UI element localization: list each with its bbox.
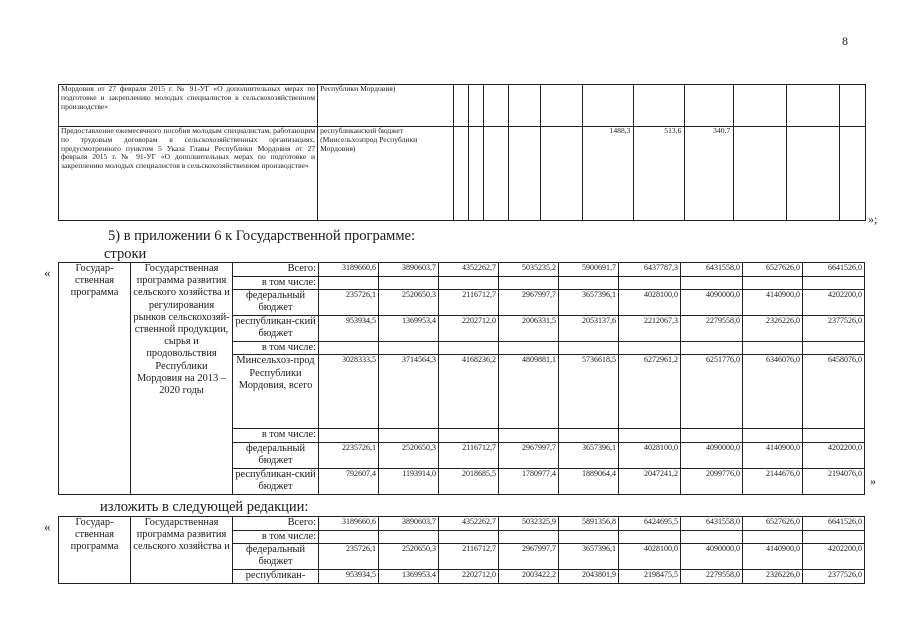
- cell-value: 5736618,5: [559, 355, 619, 429]
- cell-value: 953934,5: [319, 570, 379, 584]
- cell-value: 6641526,0: [803, 263, 865, 277]
- row-label: республикан-: [233, 570, 319, 584]
- top-row1-source: Республики Мордовия): [318, 85, 454, 127]
- cell-value: 2116712,7: [439, 442, 499, 468]
- cell-value: 6458076,0: [803, 355, 865, 429]
- top-row2-source: республиканский бюджет (Минсельхозпрод Республики Мордовия): [318, 127, 454, 221]
- cell-value: 2099776,0: [681, 468, 743, 494]
- cell-value: 4090000,0: [681, 442, 743, 468]
- open-quote: «: [44, 265, 51, 280]
- cell-value: 2194076,0: [803, 468, 865, 494]
- cell-value: 4140900,0: [743, 442, 803, 468]
- new-program-table: [58, 516, 865, 584]
- row-label: в том числе:: [233, 429, 319, 442]
- row-label: Минсельхоз-прод Республики Мордовия, всего: [233, 355, 319, 429]
- cell-value: 6527626,0: [743, 263, 803, 277]
- cell-value: 2202712,0: [439, 570, 499, 584]
- close-quote: »: [870, 474, 876, 488]
- cell-value: 2116712,7: [439, 290, 499, 316]
- cell-value: 4090000,0: [681, 290, 743, 316]
- cell-value: 3657396,1: [559, 442, 619, 468]
- cell-value: 2326226,0: [743, 570, 803, 584]
- cell-value: 1889064,4: [559, 468, 619, 494]
- cell-value: 2202712,0: [439, 316, 499, 342]
- cell-value: 3714564,3: [379, 355, 439, 429]
- cell-value: 4352262,7: [439, 263, 499, 277]
- cell-value: 6431558,0: [681, 517, 743, 531]
- cell-value: 6272961,2: [619, 355, 681, 429]
- izlozhit-label: изложить в следующей редакции:: [100, 499, 309, 515]
- row-label: республикан-ский бюджет: [233, 316, 319, 342]
- closing-quote-top: »;: [868, 212, 878, 226]
- cell-value: 2053137,6: [559, 316, 619, 342]
- cell-value: 4028100,0: [619, 290, 681, 316]
- cell-value: 2279558,0: [681, 316, 743, 342]
- cell-value: 2967997,7: [499, 290, 559, 316]
- cell-value: 1369953,4: [379, 570, 439, 584]
- cell-value: 2047241,2: [619, 468, 681, 494]
- cell-value: 2198475,5: [619, 570, 681, 584]
- cell-value: 4028100,0: [619, 544, 681, 570]
- cell-value: 3028333,5: [319, 355, 379, 429]
- cell-value: 6431558,0: [681, 263, 743, 277]
- cell-value: 3657396,1: [559, 544, 619, 570]
- row-label: федеральный бюджет: [233, 544, 319, 570]
- cell-value: 792607,4: [319, 468, 379, 494]
- cell-value: 6346076,0: [743, 355, 803, 429]
- cell-value: 2006331,5: [499, 316, 559, 342]
- cell-value: 1780977,4: [499, 468, 559, 494]
- cell-value: 235726,1: [319, 290, 379, 316]
- cell-value: 4202200,0: [803, 544, 865, 570]
- top-row2-text: Предоставление ежемесячного пособия молодым специалистам, работающим по трудовым договорам в сельскохозяйственных организациях, предусмотренного пунктом 5 Указа Главы Республики Мордовия от 27 февраля 2015 г. № 91-УГ «О дополнительных мерах по подготовке и закреплению молодых специалистов в сельскохозяйственном производстве»: [59, 127, 318, 221]
- cell-value: 6527626,0: [743, 517, 803, 531]
- cell-value: 4202200,0: [803, 290, 865, 316]
- row-label: в том числе:: [233, 531, 319, 544]
- row-label: федеральный бюджет: [233, 290, 319, 316]
- cell-value: 2043801,9: [559, 570, 619, 584]
- stroki-label: строки: [104, 246, 147, 262]
- new-col1: Государ-ственная программа: [59, 517, 131, 584]
- cell-value: 3189660,6: [319, 263, 379, 277]
- top-row2-value: 1488,3: [583, 127, 634, 221]
- cell-value: 2144676,0: [743, 468, 803, 494]
- cell-value: 3189660,6: [319, 517, 379, 531]
- cell-value: 4140900,0: [743, 544, 803, 570]
- cell-value: 6251776,0: [681, 355, 743, 429]
- old-col2: Государственная программа развития сельского хозяйства и регулирования рынков сельскохозяй-ственной продукции, сырья и продовольствия Республики Мордовия на 2013 – 2020 годы: [131, 263, 233, 495]
- cell-value: 6641526,0: [803, 517, 865, 531]
- section-heading: 5) в приложении 6 к Государственной программе:: [108, 228, 415, 244]
- top-continuation-table: [58, 84, 866, 221]
- top-row2-value: 340,7: [685, 127, 734, 221]
- cell-value: 2003422,2: [499, 570, 559, 584]
- cell-value: 5891356,8: [559, 517, 619, 531]
- cell-value: 953934,5: [319, 316, 379, 342]
- page-number: 8: [842, 34, 848, 48]
- cell-value: 1193914,0: [379, 468, 439, 494]
- cell-value: 2235726,1: [319, 442, 379, 468]
- cell-value: 2967997,7: [499, 442, 559, 468]
- cell-value: 2520650,3: [379, 290, 439, 316]
- row-label: федеральный бюджет: [233, 442, 319, 468]
- cell-value: 5035235,2: [499, 263, 559, 277]
- new-col2: Государственная программа развития сельского хозяйства и: [131, 517, 233, 584]
- cell-value: 4028100,0: [619, 442, 681, 468]
- row-label: в том числе:: [233, 277, 319, 290]
- cell-value: 6437787,3: [619, 263, 681, 277]
- cell-value: 2212067,3: [619, 316, 681, 342]
- cell-value: 2018685,5: [439, 468, 499, 494]
- row-label: Всего:: [233, 263, 319, 277]
- cell-value: 2377526,0: [803, 570, 865, 584]
- cell-value: 3890603,7: [379, 517, 439, 531]
- old-col1: Государ-ственная программа: [59, 263, 131, 495]
- cell-value: 5032325,9: [499, 517, 559, 531]
- cell-value: 4090000,0: [681, 544, 743, 570]
- top-row2-value: 513,6: [634, 127, 685, 221]
- cell-value: 2520650,3: [379, 544, 439, 570]
- row-label: республикан-ский бюджет: [233, 468, 319, 494]
- old-program-table: [58, 262, 865, 495]
- cell-value: 2520650,3: [379, 442, 439, 468]
- cell-value: 4352262,7: [439, 517, 499, 531]
- cell-value: 2116712,7: [439, 544, 499, 570]
- cell-value: 2967997,7: [499, 544, 559, 570]
- top-row1-text: Мордовия от 27 февраля 2015 г. № 91-УГ «О дополнительных мерах по подготовке и закреплению молодых специалистов в сельскохозяйственном производстве»: [59, 85, 318, 127]
- cell-value: 235726,1: [319, 544, 379, 570]
- cell-value: 2377526,0: [803, 316, 865, 342]
- cell-value: 5900691,7: [559, 263, 619, 277]
- cell-value: 4202200,0: [803, 442, 865, 468]
- cell-value: 6424695,5: [619, 517, 681, 531]
- cell-value: 2279558,0: [681, 570, 743, 584]
- cell-value: 4809881,1: [499, 355, 559, 429]
- cell-value: 4168236,2: [439, 355, 499, 429]
- row-label: Всего:: [233, 517, 319, 531]
- cell-value: 1369953,4: [379, 316, 439, 342]
- open-quote: «: [44, 519, 51, 534]
- row-label: в том числе:: [233, 342, 319, 355]
- cell-value: 2326226,0: [743, 316, 803, 342]
- cell-value: 3890603,7: [379, 263, 439, 277]
- cell-value: 3657396,1: [559, 290, 619, 316]
- cell-value: 4140900,0: [743, 290, 803, 316]
